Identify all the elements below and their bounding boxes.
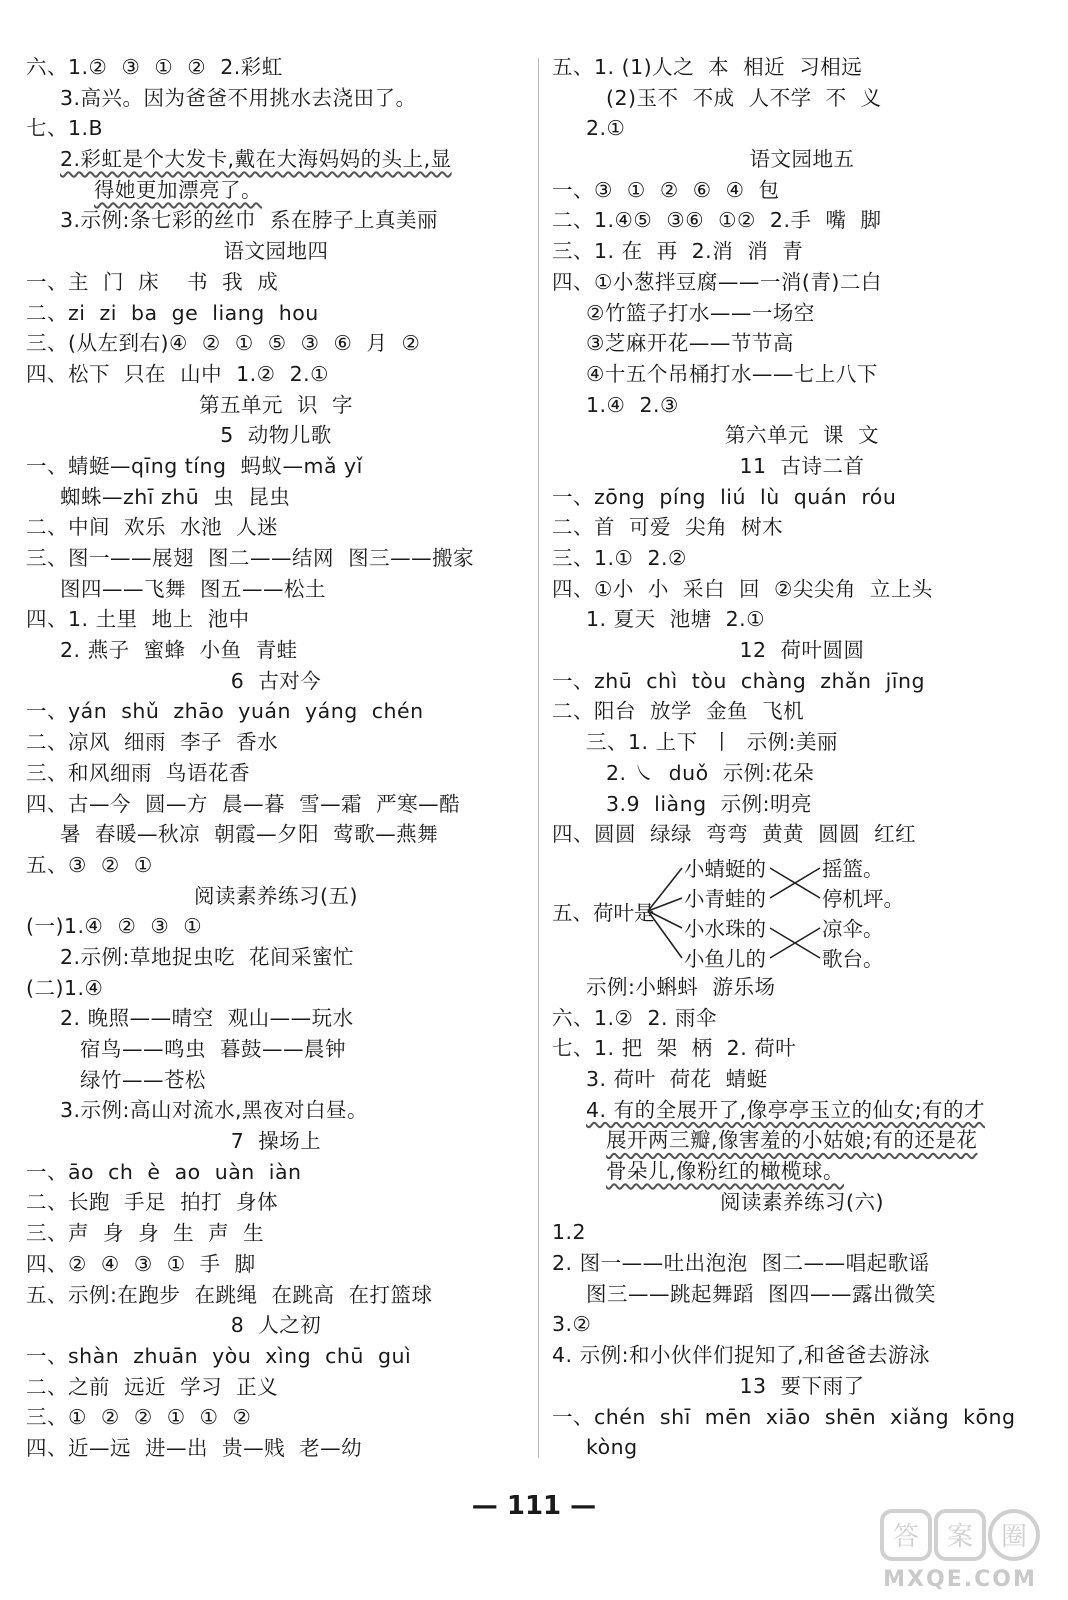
match-right-item: 歌台。 <box>822 946 884 971</box>
page-number: — 111 — <box>471 1491 597 1521</box>
right-column-top <box>552 52 1052 850</box>
answer-line: 图四——飞舞 图五——松土 <box>60 576 327 601</box>
answer-line: 绿竹——苍松 <box>80 1067 206 1092</box>
answer-line: 四、近—远 进—出 贵—贱 老—幼 <box>26 1435 363 1460</box>
answer-line: 二、zi zi ba ge liang hou <box>26 300 319 325</box>
answer-line: 2. ㇏ duǒ 示例:花朵 <box>606 760 815 785</box>
section-heading: 6 古对今 <box>230 668 322 693</box>
answer-line: 3.② <box>552 1312 592 1337</box>
match-right-item: 凉伞。 <box>822 916 884 941</box>
watermark-logo-icon <box>880 1505 1040 1565</box>
section-heading: 第六单元 课 文 <box>724 423 880 448</box>
answer-line: 七、1. 把 架 柄 2. 荷叶 <box>552 1036 797 1061</box>
watermark <box>870 1505 1050 1595</box>
answer-line: (2)玉不 不成 人不学 不 义 <box>606 85 882 110</box>
match-right-item: 摇篮。 <box>822 856 884 881</box>
answer-line: 4. 示例:和小伙伴们捉知了,和爸爸去游泳 <box>552 1343 930 1368</box>
answer-line: 五、示例:在跑步 在跳绳 在跳高 在打篮球 <box>26 1282 433 1307</box>
answer-line: 二、长跑 手足 拍打 身体 <box>26 1190 279 1215</box>
answer-line: 示例:小蝌蚪 游乐场 <box>586 974 776 999</box>
answer-line: 2.示例:草地捉虫吃 花间采蜜忙 <box>60 944 354 969</box>
answer-line: 四、② ④ ③ ① 手 脚 <box>26 1251 256 1276</box>
match-right-item: 停机坪。 <box>822 886 904 911</box>
answer-line: 1.④ 2.③ <box>586 392 679 417</box>
answer-line: 二、首 可爱 尖角 树木 <box>552 515 784 540</box>
watermark-logo-char-1: 答 <box>892 1522 920 1552</box>
answer-line: 五、1. (1)人之 本 相近 习相远 <box>552 55 863 79</box>
answer-line: 七、1.B <box>26 116 104 141</box>
answer-line: 1. 夏天 池塘 2.① <box>586 607 766 632</box>
watermark-logo-char-3: 圈 <box>1000 1522 1028 1552</box>
answer-line: 三、1.① 2.② <box>552 546 687 570</box>
right-column-bottom <box>552 972 1052 1463</box>
answer-line: 六、1.② 2. 雨伞 <box>552 1005 718 1030</box>
section-heading: 12 荷叶圆圆 <box>739 638 865 663</box>
answer-line: 三、(从左到右)④ ② ① ⑤ ③ ⑥ 月 ② <box>26 331 421 356</box>
section-heading: 13 要下雨了 <box>739 1373 865 1398</box>
answer-line: 二、阳台 放学 金鱼 飞机 <box>552 699 805 724</box>
answer-line: 图三——跳起舞蹈 图四——露出微笑 <box>586 1281 937 1306</box>
match-left-item: 小蜻蜓的 <box>684 856 766 881</box>
answer-line: 四、①小葱拌豆腐——一消(青)二白 <box>552 269 882 294</box>
right-column <box>552 52 1052 1463</box>
match-label: 五、荷叶是 <box>552 900 655 925</box>
answer-line: 四、古—今 圆—方 晨—暮 雪—霜 严寒—酷 <box>26 791 461 816</box>
left-column <box>26 52 526 1464</box>
answer-line: 三、1. 上下 丨 示例:美丽 <box>586 730 839 755</box>
answer-line: 2. 晚照——晴空 观山——玩水 <box>60 1006 354 1031</box>
answer-line: 一、③ ① ② ⑥ ④ 包 <box>552 177 780 202</box>
answer-line: 二、中间 欢乐 水池 人迷 <box>26 515 279 540</box>
answer-line: 三、图一——展翅 图二——结网 图三——搬家 <box>26 546 475 570</box>
answer-line: 一、āo ch è ao uàn iàn <box>26 1159 302 1184</box>
section-heading: 阅读素养练习(六) <box>720 1189 884 1214</box>
match-left-item: 小鱼儿的 <box>684 946 766 971</box>
answer-line: 4. 有的全展开了,像亭亭玉立的仙女;有的才 <box>586 1097 985 1122</box>
watermark-text: MXQE.COM <box>883 1567 1037 1592</box>
answer-line: 四、圆圆 绿绿 弯弯 黄黄 圆圆 红红 <box>552 822 917 847</box>
answer-line: 1.2 <box>552 1220 587 1245</box>
answer-line: 一、shàn zhuān yòu xìng chū guì <box>26 1343 412 1368</box>
answer-line: (二)1.④ <box>26 975 104 1000</box>
answer-line: 二、1.④⑤ ③⑥ ①② 2.手 嘴 脚 <box>552 208 882 233</box>
answer-line: 宿鸟——鸣虫 暮鼓——晨钟 <box>80 1037 347 1061</box>
answer-line: 展开两三瓣,像害羞的小姑娘;有的还是花 <box>606 1128 978 1153</box>
answer-line: 一、主 门 床 书 我 成 <box>26 269 279 294</box>
match-left-item: 小青蛙的 <box>684 886 766 911</box>
section-heading: 11 古诗二首 <box>739 453 865 478</box>
answer-line: 四、1. 土里 地上 池中 <box>26 607 250 632</box>
answer-line: 2.① <box>586 116 626 141</box>
section-heading: 语文园地四 <box>223 239 329 264</box>
answer-line: 得她更加漂亮了。 <box>94 177 262 202</box>
watermark-logo-char-2: 案 <box>946 1522 974 1552</box>
matching-exercise <box>552 850 1052 972</box>
answer-line: ②竹篮子打水——一场空 <box>586 300 815 325</box>
answer-line: ③芝麻开花——节节高 <box>586 331 794 356</box>
answer-line: 四、①小 小 采白 回 ②尖尖角 立上头 <box>552 576 933 601</box>
answer-line: 六、1.② ③ ① ② 2.彩虹 <box>26 55 283 79</box>
answer-line: 二、凉风 细雨 李子 香水 <box>26 730 279 755</box>
section-heading: 8 人之初 <box>230 1313 322 1338</box>
answer-line: 三、1. 在 再 2.消 消 青 <box>552 239 804 264</box>
answer-line: 二、之前 远近 学习 正义 <box>26 1374 279 1399</box>
answer-line: 3.9 liàng 示例:明亮 <box>606 791 813 816</box>
answer-line: 2. 图一——吐出泡泡 图二——唱起歌谣 <box>552 1251 930 1276</box>
answer-line: 三、声 身 身 生 声 生 <box>26 1221 265 1246</box>
answer-line: 一、yán shǔ zhāo yuán yáng chén <box>26 699 424 724</box>
answer-line: kòng <box>586 1435 638 1460</box>
section-heading: 7 操场上 <box>230 1129 322 1154</box>
section-heading: 5 动物儿歌 <box>220 423 332 448</box>
match-left-item: 小水珠的 <box>684 916 766 941</box>
answer-line: 3.示例:高山对流水,黑夜对白昼。 <box>60 1098 368 1123</box>
answer-line: 四、松下 只在 山中 1.② 2.① <box>26 361 330 386</box>
answer-line: (一)1.④ ② ③ ① <box>26 914 203 939</box>
section-heading: 语文园地五 <box>749 147 855 172</box>
section-heading: 阅读素养练习(五) <box>194 883 358 908</box>
answer-line: 三、① ② ② ① ① ② <box>26 1405 252 1430</box>
answer-line: 3.高兴。因为爸爸不用挑水去浇田了。 <box>60 85 417 110</box>
answer-line: 蜘蛛—zhī zhū 虫 昆虫 <box>60 484 291 509</box>
answer-line: 一、蜻蜓—qīng tíng 蚂蚁—mǎ yǐ <box>26 453 363 478</box>
answer-line: 骨朵儿,像粉红的橄榄球。 <box>606 1159 845 1183</box>
answer-line: 3. 荷叶 荷花 蜻蜓 <box>586 1066 768 1091</box>
answer-line: 三、和风细雨 鸟语花香 <box>26 760 251 785</box>
answer-line: 五、③ ② ① <box>26 852 153 877</box>
answer-line: ④十五个吊桶打水——七上八下 <box>586 361 878 386</box>
answer-line: 3.示例:条七彩的丝巾 系在脖子上真美丽 <box>60 208 438 233</box>
answer-line: 一、zōng píng liú lù quán róu <box>552 484 897 509</box>
answer-line: 一、zhū chì tòu chàng zhǎn jīng <box>552 668 925 693</box>
answer-line: 2. 燕子 蜜蜂 小鱼 青蛙 <box>60 638 298 663</box>
answer-line: 一、chén shī mēn xiāo shēn xiǎng kōng <box>552 1404 1016 1429</box>
section-heading: 第五单元 识 字 <box>198 392 354 417</box>
answer-line: 暑 春暖—秋凉 朝霞—夕阳 莺歌—燕舞 <box>60 822 439 847</box>
answer-line: 2.彩虹是个大发卡,戴在大海妈妈的头上,显 <box>60 147 452 172</box>
column-divider <box>538 58 539 1458</box>
